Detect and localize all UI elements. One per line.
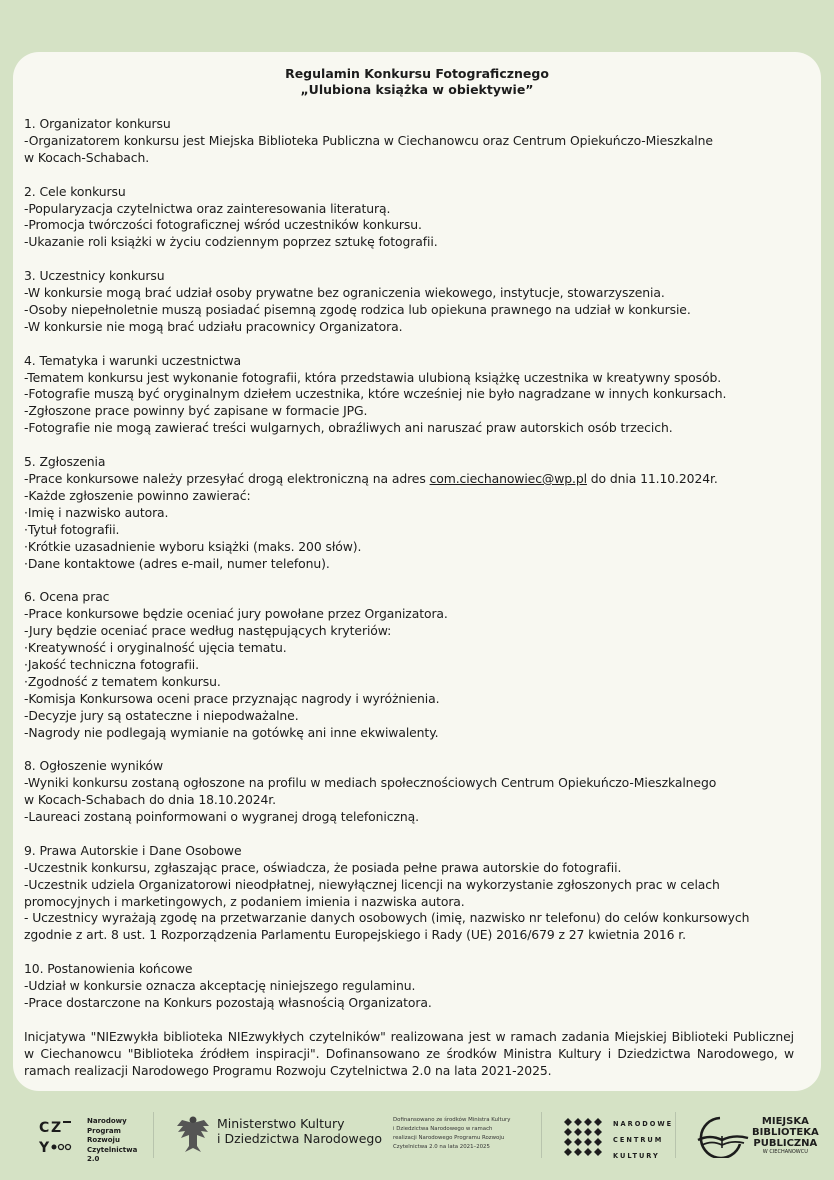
section-line: -Prace dostarczone na Konkurs pozostają własnością Organizatora. — [24, 995, 432, 1010]
section-line: -Ukazanie roli książki w życiu codziennym poprzez sztukę fotografii. — [24, 234, 438, 250]
section-line: w Kocach-Schabach. — [24, 149, 150, 165]
section-uczestnicy — [24, 268, 794, 336]
logo-line: Program — [87, 1126, 121, 1135]
section-line: ·Krótkie uzasadnienie wyboru książki (maks. 200 słów). — [24, 538, 362, 554]
logo-line: W CIECHANOWCU — [762, 1149, 808, 1155]
section-heading: 2. Cele konkursu — [24, 183, 126, 199]
logo-line: MIEJSKA — [761, 1116, 809, 1127]
section-line: -Zgłoszone prace powinny być zapisane w formacie JPG. — [24, 403, 368, 419]
logo-line: Rozwoju — [87, 1136, 120, 1144]
section-heading: 1. Organizator konkursu — [24, 116, 171, 131]
document-body — [24, 116, 794, 1080]
section-line: -Popularyzacja czytelnictwa oraz zainteresowania literaturą. — [24, 200, 391, 216]
section-line: -Prace konkursowe będzie oceniać jury powołane przez Organizatora. — [24, 606, 448, 622]
section-heading: 4. Tematyka i warunki uczestnictwa — [24, 352, 242, 368]
section-line: -Decyzje jury są ostateczne i niepodważalne. — [24, 707, 299, 723]
library-book-logo-icon — [690, 1114, 752, 1158]
section-line: promocyjnych i marketingowych, z podaniem imienia i nazwiska autora. — [24, 893, 465, 909]
section-line: -Uczestnik konkursu, zgłaszając prace, oświadcza, że posiada pełne prawa autorskie do fotografii. — [24, 859, 622, 875]
logo-line: Dofinansowano ze środków Ministra Kultury — [393, 1117, 511, 1123]
eagle-emblem-icon — [174, 1114, 212, 1156]
section-line: ·Dane kontaktowe (adres e-mail, numer telefonu). — [24, 555, 330, 571]
section-line: -Każde zgłoszenie powinno zawierać: — [24, 487, 251, 503]
section-heading: 3. Uczestnicy konkursu — [24, 268, 165, 284]
library-logo-text — [752, 1116, 819, 1156]
logo-line: CENTRUM — [613, 1136, 664, 1144]
section-line: w Kocach-Schabach do dnia 18.10.2024r. — [24, 792, 277, 808]
section-tematyka — [24, 353, 794, 438]
section-line: -Promocja twórczości fotograficznej wśród uczestników konkursu. — [24, 217, 422, 233]
footer-logos — [0, 1092, 834, 1180]
logo-line: i Dziedzictwa Narodowego — [217, 1131, 382, 1146]
footer-divider — [153, 1112, 154, 1158]
logo-line: KULTURY — [613, 1152, 660, 1160]
logo-line: PUBLICZNA — [753, 1138, 818, 1149]
section-line: ·Zgodność z tematem konkursu. — [24, 673, 221, 689]
document-title: Regulamin Konkursu Fotograficznego — [285, 66, 549, 81]
section-line — [24, 471, 794, 488]
section-line: - Uczestnicy wyrażają zgodę na przetwarzanie danych osobowych (imię, nazwisko nr telefonu) do celów konkursowych — [24, 910, 750, 926]
line-text: do dnia 11.10.2024r. — [586, 470, 718, 486]
funding-note — [393, 1116, 510, 1152]
section-line: ·Imię i nazwisko autora. — [24, 504, 169, 520]
footer-divider — [541, 1112, 542, 1158]
section-line: -Fotografie nie mogą zawierać treści wulgarnych, obraźliwych ani naruszać praw autorskich osób trzecich. — [24, 420, 673, 436]
section-ocena — [24, 589, 794, 741]
footer-divider — [675, 1112, 676, 1158]
logo-line: NARODOWE — [613, 1120, 674, 1128]
section-line: -Uczestnik udziela Organizatorowi nieodpłatnej, niewyłącznej licencji na wykorzystanie zgłoszonych prac w celach — [24, 876, 720, 892]
section-line: -Tematem konkursu jest wykonanie fotografii, która przedstawia ulubioną książkę uczestnika w kreatywny sposób. — [24, 369, 722, 385]
section-heading: 10. Postanowienia końcowe — [24, 961, 193, 977]
logo-line: 2.0 — [87, 1155, 100, 1163]
section-line: zgodnie z art. 8 ust. 1 Rozporządzenia Parlamentu Europejskiego i Rady (UE) 2016/679 z 27 kwietnia 2016 r. — [24, 927, 686, 943]
section-line: -Laureaci zostaną poinformowani o wygranej drogą telefoniczną. — [24, 809, 419, 825]
svg-text:C: C — [39, 1120, 50, 1136]
nprc-logo-icon — [38, 1118, 78, 1158]
logo-line: i Dziedzictwa Narodowego w ramach — [393, 1126, 493, 1132]
section-line: -Organizatorem konkursu jest Miejska Biblioteka Publiczna w Ciechanowcu oraz Centrum Opiekuńczo-Mieszkalne — [24, 132, 713, 148]
section-line: -Jury będzie oceniać prace według następujących kryteriów: — [24, 623, 392, 639]
line-text: -Prace konkursowe należy przesyłać drogą elektroniczną na adres — [24, 470, 430, 486]
svg-text:Y: Y — [39, 1140, 50, 1156]
section-wyniki — [24, 758, 794, 826]
section-organizator — [24, 116, 794, 167]
section-line: -Nagrody nie podlegają wymianie na gotówkę ani inne ekwiwalenty. — [24, 724, 439, 740]
logo-line: realizacji Narodowego Programu Rozwoju — [393, 1135, 505, 1141]
nck-logo-icon — [562, 1118, 606, 1156]
logo-line: BIBLIOTEKA — [752, 1127, 819, 1138]
section-line: -Wyniki konkursu zostaną ogłoszone na profilu w mediach społecznościowych Centrum Opiekuńczo-Mieszkalnego — [24, 775, 717, 791]
svg-text:Z: Z — [51, 1120, 62, 1136]
closing-paragraph: Inicjatywa "NIEzwykła biblioteka NIEzwykłych czytelników" realizowana jest w ramach zadania Miejskiej Biblioteki Publicznej w Ciechanowcu "Biblioteka źródłem inspiracji". Dofinansowano ze środków Ministra Kultury i Dziedzictwa Narodowego, w ramach realizacji Narodowego Programu Rozwoju Czytelnictwa 2.0 na lata 2021-2025. — [24, 1028, 794, 1078]
section-line: ·Jakość techniczna fotografii. — [24, 656, 199, 672]
logo-line: Narodowy — [87, 1117, 127, 1125]
logo-line: Czytelnictwa — [87, 1145, 138, 1154]
logo-line: Ministerstwo Kultury — [217, 1116, 345, 1131]
document-subtitle: „Ulubiona książka w obiektywie” — [300, 82, 534, 97]
section-line: ·Kreatywność i oryginalność ujęcia tematu. — [24, 640, 287, 656]
ministry-logo-text — [217, 1116, 382, 1146]
section-line: -Osoby niepełnoletnie muszą posiadać pisemną zgodę rodzica lub opiekuna prawnego na udział w konkursie. — [24, 301, 691, 317]
section-line: -Fotografie muszą być oryginalnym dziełem uczestnika, które wcześniej nie było nagradzane w innych konkursach. — [24, 386, 727, 402]
section-prawa — [24, 843, 794, 944]
section-line: -Komisja Konkursowa oceni prace przyznając nagrody i wyróżnienia. — [24, 690, 440, 706]
section-line: ·Tytuł fotografii. — [24, 521, 120, 537]
section-heading: 6. Ocena prac — [24, 589, 110, 605]
section-postanowienia — [24, 961, 794, 1012]
nprc-logo-text — [87, 1117, 137, 1165]
section-heading: 9. Prawa Autorskie i Dane Osobowe — [24, 842, 242, 858]
section-line: -Udział w konkursie oznacza akceptację niniejszego regulaminu. — [24, 978, 416, 994]
section-zgloszenia — [24, 454, 794, 572]
logo-line: Czytelnictwa 2.0 na lata 2021–2025 — [393, 1144, 490, 1150]
email-link[interactable]: com.ciechanowiec@wp.pl — [429, 470, 587, 486]
section-line: -W konkursie nie mogą brać udziału pracownicy Organizatora. — [24, 318, 403, 334]
nck-logo-text — [613, 1116, 673, 1164]
section-heading: 5. Zgłoszenia — [24, 454, 106, 470]
section-heading: 8. Ogłoszenie wyników — [24, 758, 164, 774]
section-cele — [24, 184, 794, 252]
section-line: -W konkursie mogą brać udział osoby prywatne bez ograniczenia wiekowego, instytucje, stowarzyszenia. — [24, 285, 665, 301]
